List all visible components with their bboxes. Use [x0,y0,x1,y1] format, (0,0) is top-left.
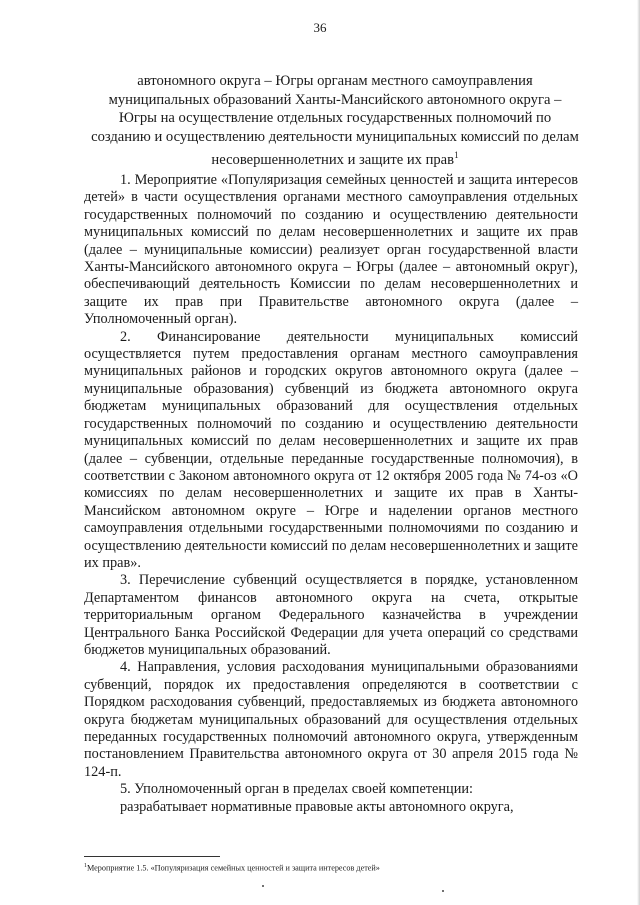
paragraph-5: 5. Уполномоченный орган в пределах своей компетенции: [120,781,473,798]
scan-speck [442,890,444,892]
paragraph-5-continuation: разрабатывает нормативные правовые акты автономного округа, [120,798,514,815]
page-number: 36 [313,20,327,35]
footnote-divider [84,856,220,857]
footnote-text: Мероприятие 1.5. «Популяризация семейных ценностей и защита интересов детей» [87,863,380,873]
footnote-marker: 1 [84,863,87,869]
document-body [84,172,578,816]
paragraph-3: 3. Перечисление субвенций осуществляется в порядке, установленном Департаментом финансов автономного округа на счета, открытые территориальным органом Федерального казначейства в учреждении Центрального Банка Российской Федерации для учета операций со средствами бюджетов муниципальных образований. [84,572,578,658]
footnote [84,861,578,874]
footnote-reference[interactable]: 1 [454,150,459,161]
paragraph-4: 4. Направления, условия расходования муниципальными образованиями субвенций, порядок их предоставления определяются в соответствии с Порядком расходования субвенций, предоставляемых из бюджета автономного округа бюджетам муниципальных образований для осуществления отдельных переданных государственных полномочий автономного округа, утвержденным постановлением Правительства автономного округа от 30 апреля 2015 года № 124-п. [84,659,578,780]
section-title [90,72,580,170]
paragraph-1: 1. Мероприятие «Популяризация семейных ценностей и защита интересов детей» в части осуществления органами местного самоуправления отдельных государственных полномочий по созданию и осуществлению деятельности муниципальных комиссий по делам несовершеннолетних и защите их прав (далее – муниципальные комиссии) реализует орган государственной власти Ханты-Мансийского автономного округа – Югры (далее – автономный округ), обеспечивающий деятельность Комиссии по делам несовершеннолетних и защите их прав при Правительстве автономного округа (далее – Уполномоченный орган). [84,172,578,328]
section-title-text: автономного округа – Югры органам местного самоуправления муниципальных образований Ханты-Мансийского автономного округа – Югры на осуществление отдельных государственных полномочий по созданию и осуществлению деятельности муниципальных комиссий по делам несовершеннолетних и защите их прав [91,73,579,169]
scan-speck [262,885,264,887]
paragraph-2: 2. Финансирование деятельности муниципальных комиссий осуществляется путем предоставления органам местного самоуправления муниципальных районов и городских округов автономного округа (далее – муниципальные образования) субвенций из бюджета автономного округа бюджетам муниципальных образований для осуществления отдельных государственных полномочий по созданию и осуществлению деятельности муниципальных комиссий по делам несовершеннолетних и защите их прав (далее – субвенции, отдельные переданные государственные полномочия), в соответствии с Законом автономного округа от 12 октября 2005 года № 74-оз «О комиссиях по делам несовершеннолетних и защите их прав в Ханты-Мансийском автономном округе – Югре и наделении органов местного самоуправления отдельными государственными полномочиями по созданию и осуществлению деятельности комиссий по делам несовершеннолетних и защите их прав». [84,328,578,571]
